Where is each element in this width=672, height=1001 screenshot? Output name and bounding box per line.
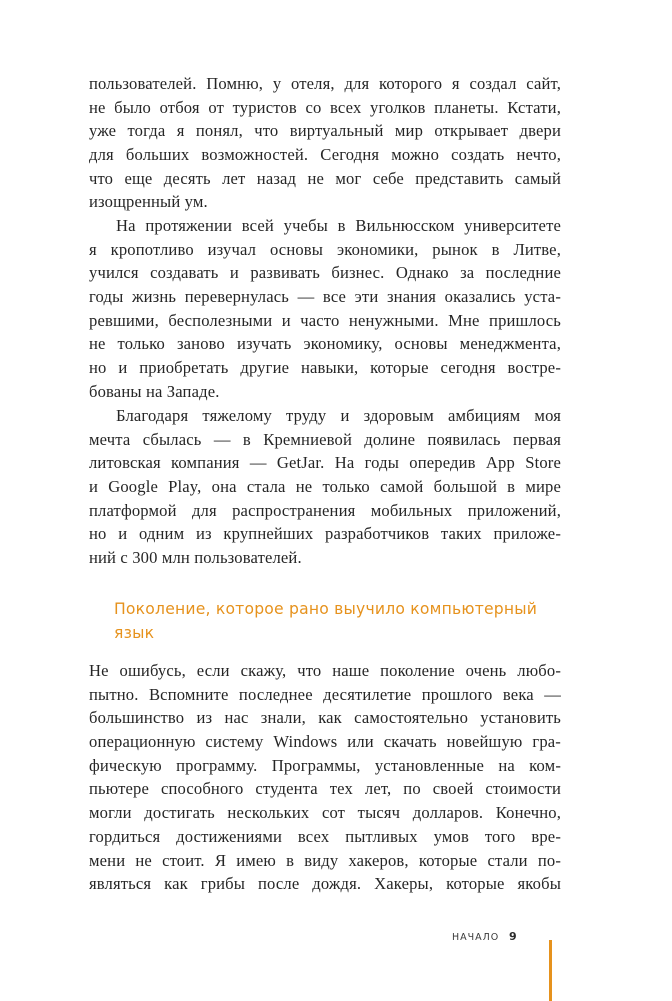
text-line: гордиться достижениями всех пытливых умов того вре- bbox=[89, 826, 561, 846]
paragraph-1 bbox=[89, 72, 561, 214]
text-line: уже тогда я понял, что виртуальный мир открывает двери bbox=[89, 121, 561, 141]
text-line: ревшими, бесполезными и часто ненужными. Мне пришлось bbox=[89, 310, 561, 330]
text-line: мечта сбылась — в Кремниевой долине появилась первая bbox=[89, 429, 561, 449]
text-line: Не ошибусь, если скажу, что наше поколение очень любо- bbox=[89, 661, 561, 680]
text-line: но и одним из крупнейших разработчиков таких приложе- bbox=[89, 524, 561, 544]
text-line: большинство из нас знали, как самостоятельно установить bbox=[89, 708, 561, 728]
page-number: 9 bbox=[509, 930, 517, 943]
text-line: ний с 300 млн пользователей. bbox=[89, 548, 302, 568]
text-line: но и приобретать другие навыки, которые сегодня востре- bbox=[89, 358, 561, 378]
text-line: фическую программу. Программы, установленные на ком- bbox=[89, 755, 561, 775]
text-line: На протяжении всей учебы в Вильнюсском университете bbox=[116, 216, 561, 235]
running-footer-section: НАЧАЛО bbox=[452, 932, 500, 943]
heading-line: Поколение, которое рано выучило компьютерный bbox=[114, 600, 538, 618]
text-line: что еще десять лет назад не мог себе представить самый bbox=[89, 168, 561, 188]
text-line: для больших возможностей. Сегодня можно создать нечто, bbox=[89, 145, 561, 165]
text-line: учился создавать и развивать бизнес. Однако за последние bbox=[89, 263, 561, 283]
heading-line: язык bbox=[114, 624, 155, 642]
paragraph-2 bbox=[89, 214, 561, 404]
accent-bar bbox=[549, 940, 552, 1001]
text-line: пытно. Вспомните последнее десятилетие прошлого века — bbox=[89, 684, 561, 704]
text-line: бованы на Западе. bbox=[89, 381, 220, 401]
text-line: годы жизнь перевернулась — все эти знания оказались уста- bbox=[89, 287, 561, 307]
text-line: пользователей. Помню, у отеля, для которого я создал сайт, bbox=[89, 74, 561, 93]
paragraph-4 bbox=[89, 659, 561, 896]
text-line: могли достигать нескольких сот тысяч долларов. Конечно, bbox=[89, 803, 561, 823]
text-line: и Google Play, она стала не только самой большой в мире bbox=[89, 477, 561, 497]
text-line: литовская компания — GetJar. На годы опередив App Store bbox=[89, 453, 561, 473]
text-line: мени не стоит. Я имею в виду хакеров, которые стали по- bbox=[89, 850, 561, 870]
text-line: не было отбоя от туристов со всех уголков планеты. Кстати, bbox=[89, 97, 561, 117]
text-line: я кропотливо изучал основы экономики, рынок в Литве, bbox=[89, 239, 561, 259]
text-line: изощренный ум. bbox=[89, 192, 208, 212]
text-line: пьютере способного студента тех лет, по своей стоимости bbox=[89, 779, 561, 799]
paragraph-3 bbox=[89, 404, 561, 570]
text-line: операционную систему Windows или скачать новейшую гра- bbox=[89, 732, 561, 752]
text-line: платформой для распространения мобильных приложений, bbox=[89, 500, 561, 520]
section-heading bbox=[114, 597, 564, 645]
text-line: не только заново изучать экономику, основы менеджмента, bbox=[89, 334, 561, 354]
text-line: являться как грибы после дождя. Хакеры, которые якобы bbox=[89, 874, 561, 894]
text-line: Благодаря тяжелому труду и здоровым амбициям моя bbox=[116, 406, 561, 425]
